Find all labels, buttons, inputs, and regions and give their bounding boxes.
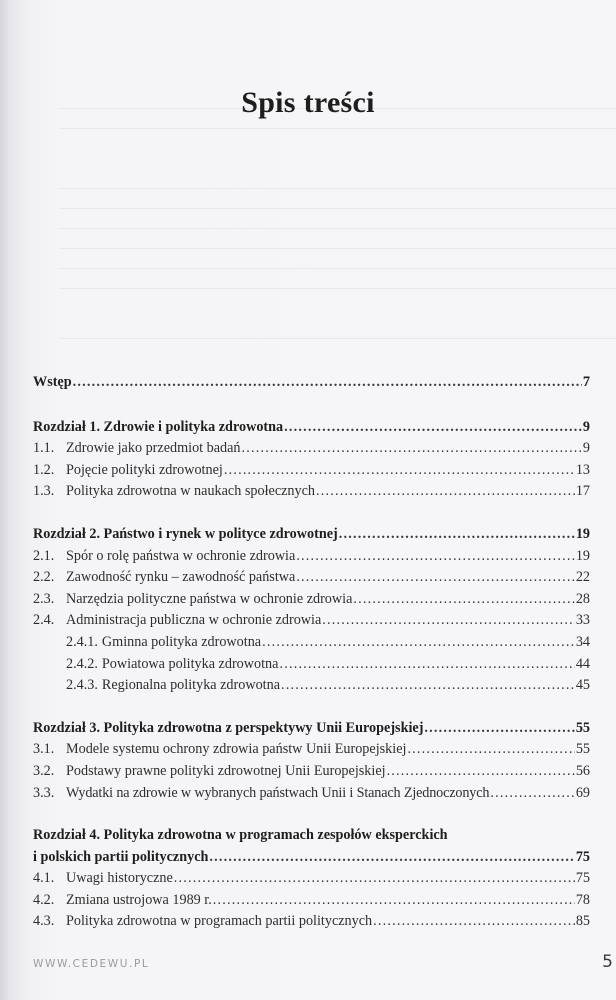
toc-page: 69 (575, 784, 590, 801)
toc-page: 78 (575, 891, 590, 908)
toc-label: Rozdział 3. Polityka zdrowotna z perspektywy Unii Europejskiej (33, 719, 424, 736)
toc-page: 55 (575, 719, 590, 736)
toc-page: 19 (575, 547, 590, 564)
leader-dots (224, 460, 575, 482)
toc-page: 75 (575, 848, 590, 865)
toc-section[interactable] (33, 438, 590, 460)
toc-num: 1.2. (33, 461, 55, 478)
toc-num: 2.1. (33, 547, 55, 564)
toc-label: Polityka zdrowotna w naukach społecznych (66, 483, 315, 500)
toc-page: 56 (575, 762, 590, 779)
toc-num: 3.1. (33, 741, 55, 758)
toc-label: Wstęp (33, 374, 72, 390)
toc-label: Gminna polityka zdrowotna (101, 633, 262, 650)
toc-page: 9 (582, 418, 590, 435)
toc-page: 13 (575, 461, 590, 478)
toc-page: 45 (575, 677, 590, 694)
toc-section[interactable] (33, 911, 590, 933)
show-through-line (60, 128, 616, 129)
leader-dots (209, 847, 574, 869)
toc-label: Wydatki na zdrowie w wybranych państwach Unii i Stanach Zjednoczonych (66, 784, 490, 801)
leader-dots (424, 718, 574, 740)
show-through-line (60, 228, 616, 229)
toc-section[interactable] (33, 890, 590, 912)
show-through-line (60, 188, 616, 189)
leader-dots (322, 610, 575, 632)
leader-dots (242, 438, 582, 460)
toc-section[interactable] (33, 567, 590, 589)
toc-num: 2.3. (33, 590, 55, 607)
toc-section[interactable] (33, 761, 590, 783)
toc-num: 1.1. (33, 440, 55, 457)
leader-dots (296, 567, 575, 589)
toc-subsection[interactable] (33, 632, 590, 654)
leader-dots (281, 675, 575, 697)
page-number: 5 (602, 952, 613, 972)
toc-label: Powiatowa polityka zdrowotna (101, 655, 279, 672)
leader-dots (407, 739, 574, 761)
toc-page: 7 (582, 374, 590, 390)
publisher-url: WWW.CEDEWU.PL (33, 958, 150, 970)
toc-label: Pojęcie polityki zdrowotnej (66, 461, 223, 478)
show-through-line (60, 268, 616, 269)
toc-page: 75 (575, 870, 590, 887)
toc-page: 28 (575, 590, 590, 607)
toc-label: Zawodność rynku – zawodność państwa (66, 569, 296, 586)
toc-intro[interactable] (33, 372, 590, 394)
leader-dots (284, 417, 582, 439)
leader-dots (73, 372, 582, 394)
toc-label: Uwagi historyczne (66, 870, 173, 887)
toc-page: 44 (575, 655, 590, 672)
toc-label: Polityka zdrowotna w programach partii politycznych (66, 913, 373, 930)
leader-dots (174, 868, 575, 890)
toc-page: 34 (575, 633, 590, 650)
show-through-line (60, 248, 616, 249)
toc-chapter-4-line2[interactable] (33, 847, 590, 869)
toc-label: Rozdział 4. Polityka zdrowotna w programach zespołów eksperckich (33, 827, 448, 844)
toc-page: 55 (575, 741, 590, 758)
toc-num: 2.4.3. (66, 677, 98, 694)
toc-section[interactable] (33, 610, 590, 632)
toc-num: 4.3. (33, 913, 55, 930)
toc-section[interactable] (33, 460, 590, 482)
leader-dots (353, 589, 574, 611)
toc-num: 2.4.1. (66, 633, 98, 650)
toc-num: 3.3. (33, 784, 55, 801)
leader-dots (387, 761, 575, 783)
toc-label: Zdrowie jako przedmiot badań (66, 440, 241, 457)
toc-page: 22 (575, 569, 590, 586)
toc-section[interactable] (33, 481, 590, 503)
leader-dots (279, 654, 574, 676)
toc-num: 4.2. (33, 891, 55, 908)
toc-subsection[interactable] (33, 675, 590, 697)
toc-page: 85 (575, 913, 590, 930)
toc-label: Zmiana ustrojowa 1989 r. (66, 891, 212, 908)
leader-dots (213, 890, 575, 912)
toc-label: Administracja publiczna w ochronie zdrowia (66, 612, 322, 629)
toc-num: 2.4.2. (66, 655, 98, 672)
toc-num: 2.2. (33, 569, 55, 586)
toc-label: Narzędzia polityczne państwa w ochronie zdrowia (66, 590, 353, 607)
page-title: Spis treści (241, 86, 375, 119)
toc-chapter-4-line1[interactable] (33, 825, 590, 847)
leader-dots (316, 481, 575, 503)
toc-page: 9 (582, 440, 590, 457)
toc-section[interactable] (33, 589, 590, 611)
leader-dots (373, 911, 575, 933)
toc-label: Rozdział 2. Państwo i rynek w polityce zdrowotnej (33, 525, 338, 542)
toc-page: 17 (575, 483, 590, 500)
show-through-line (60, 338, 616, 339)
show-through-line (60, 288, 616, 289)
leader-dots (339, 524, 575, 546)
leader-dots (490, 783, 574, 805)
toc-label: Podstawy prawne polityki zdrowotnej Unii Europejskiej (66, 762, 386, 779)
toc-label: Spór o rolę państwa w ochronie zdrowia (66, 547, 296, 564)
table-of-contents (33, 372, 590, 933)
toc-label: Rozdział 1. Zdrowie i polityka zdrowotna (33, 418, 284, 435)
toc-chapter-2[interactable] (33, 524, 590, 546)
show-through-line (60, 208, 616, 209)
toc-num: 3.2. (33, 762, 55, 779)
toc-label: Regionalna polityka zdrowotna (101, 677, 281, 694)
toc-section[interactable] (33, 868, 590, 890)
toc-chapter-1[interactable] (33, 417, 590, 439)
leader-dots (296, 546, 575, 568)
toc-num: 4.1. (33, 870, 55, 887)
toc-section[interactable] (33, 783, 590, 805)
toc-chapter-3[interactable] (33, 718, 590, 740)
toc-subsection[interactable] (33, 654, 590, 676)
toc-section[interactable] (33, 739, 590, 761)
leader-dots (262, 632, 575, 654)
toc-page: 33 (575, 612, 590, 629)
toc-num: 2.4. (33, 612, 55, 629)
toc-num: 1.3. (33, 483, 55, 500)
toc-label: Modele systemu ochrony zdrowia państw Unii Europejskiej (66, 741, 407, 758)
toc-label: i polskich partii politycznych (33, 848, 209, 865)
toc-section[interactable] (33, 546, 590, 568)
toc-page: 19 (575, 525, 590, 542)
